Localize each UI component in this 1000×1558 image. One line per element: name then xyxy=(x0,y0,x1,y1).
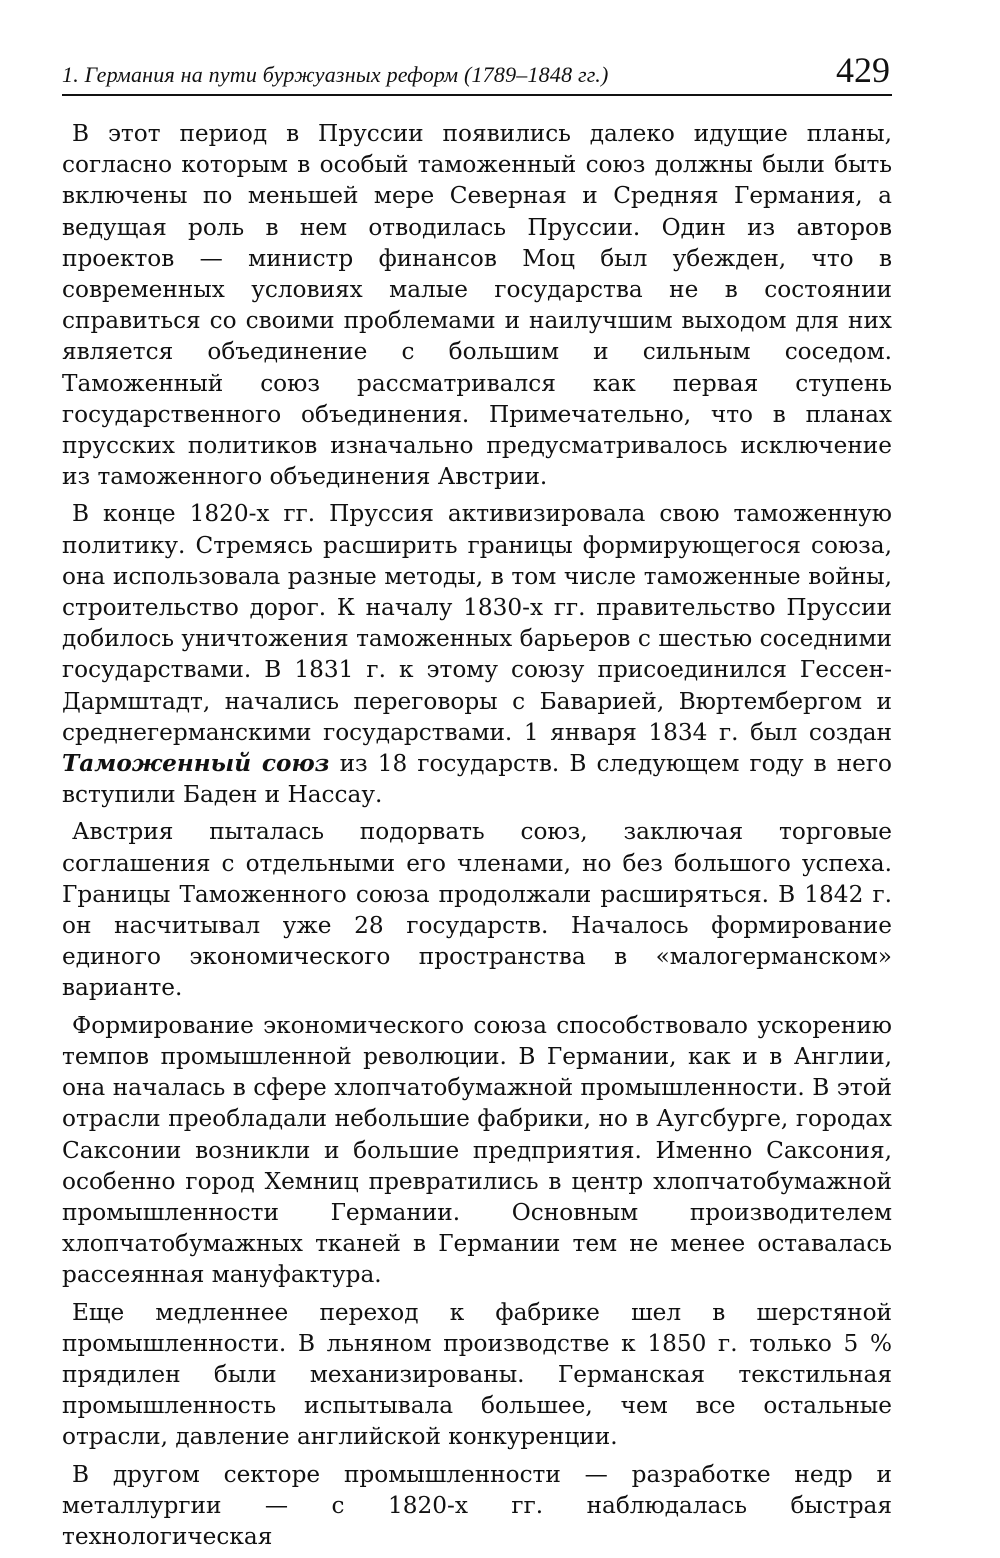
running-title: 1. Германия на пути буржуазных реформ (1789–1848 гг.) xyxy=(62,62,609,87)
paragraph-prussian-customs-policy xyxy=(62,498,892,810)
paragraph-mining-metallurgy: В другом секторе промышленности — разработке недр и металлургии — с 1820-х гг. наблюдалась быстрая технологическая xyxy=(62,1460,892,1550)
paragraph-text: В конце 1820-х гг. Пруссия активизировала свою таможенную политику. Стремясь расширить границы формирующегося союза, она использовала разные методы, в том числе таможенные войны, строительство дорог. К началу 1830-х гг. правительство Пруссии добилось уничтожения таможенных барьеров с шестью соседними государствами. В 1831 г. к этому союзу присоединился Гессен-Дармштадт, начались переговоры с Баварией, Вюртембергом и среднегерманскими государствами. 1 января 1834 г. был создан xyxy=(62,500,892,746)
paragraph-textile-industry: Еще медленнее переход к фабрике шел в шерстяной промышленности. В льняном производстве к 1850 г. только 5 % прядилен были механизированы. Германская текстильная промышленность испытывала большее, чем все остальные отрасли, давление английской конкуренции. xyxy=(62,1298,892,1451)
paragraph-text: из 18 государств. В следующем году в него вступили Баден и Нассау. xyxy=(62,750,892,809)
running-head xyxy=(62,52,892,96)
book-page xyxy=(62,52,892,1558)
paragraph-industrial-revolution: Формирование экономического союза способствовало ускорению темпов промышленной революции. В Германии, как и в Англии, она началась в сфере хлопчатобумажной промышленности. В этой отрасли преобладали небольшие фабрики, но в Аугсбурге, городах Саксонии возникли и большие предприятия. Именно Саксония, особенно город Хемниц превратились в центр хлопчатобумажной промышленности Германии. Основным производителем хлопчатобумажных тканей в Германии тем не менее оставалась рассеянная мануфактура. xyxy=(62,1011,892,1289)
key-term-customs-union: Таможенный союз xyxy=(62,750,330,778)
paragraph-customs-union-plans: В этот период в Пруссии появились далеко идущие планы, согласно которым в особый таможенный союз должны были быть включены по меньшей мере Северная и Средняя Германия, а ведущая роль в нем отводилась Пруссии. Один из авторов проектов — министр финансов Моц был убежден, что в современных условиях малые государства не в состоянии справиться со своими проблемами и наилучшим выходом для них является объединение с большим и сильным соседом. Таможенный союз рассматривался как первая ступень государственного объединения. Примечательно, что в планах прусских политиков изначально предусматривалось исключение из таможенного объединения Австрии. xyxy=(62,120,892,491)
page-number: 429 xyxy=(836,50,890,90)
paragraph-austria: Австрия пыталась подорвать союз, заключая торговые соглашения с отдельными его членами, но без большого успеха. Границы Таможенного союза продолжали расширяться. В 1842 г. он насчитывал уже 28 государств. Началось формирование единого экономического пространства в «малогерманском» варианте. xyxy=(62,818,892,1002)
body-text xyxy=(62,118,892,1552)
